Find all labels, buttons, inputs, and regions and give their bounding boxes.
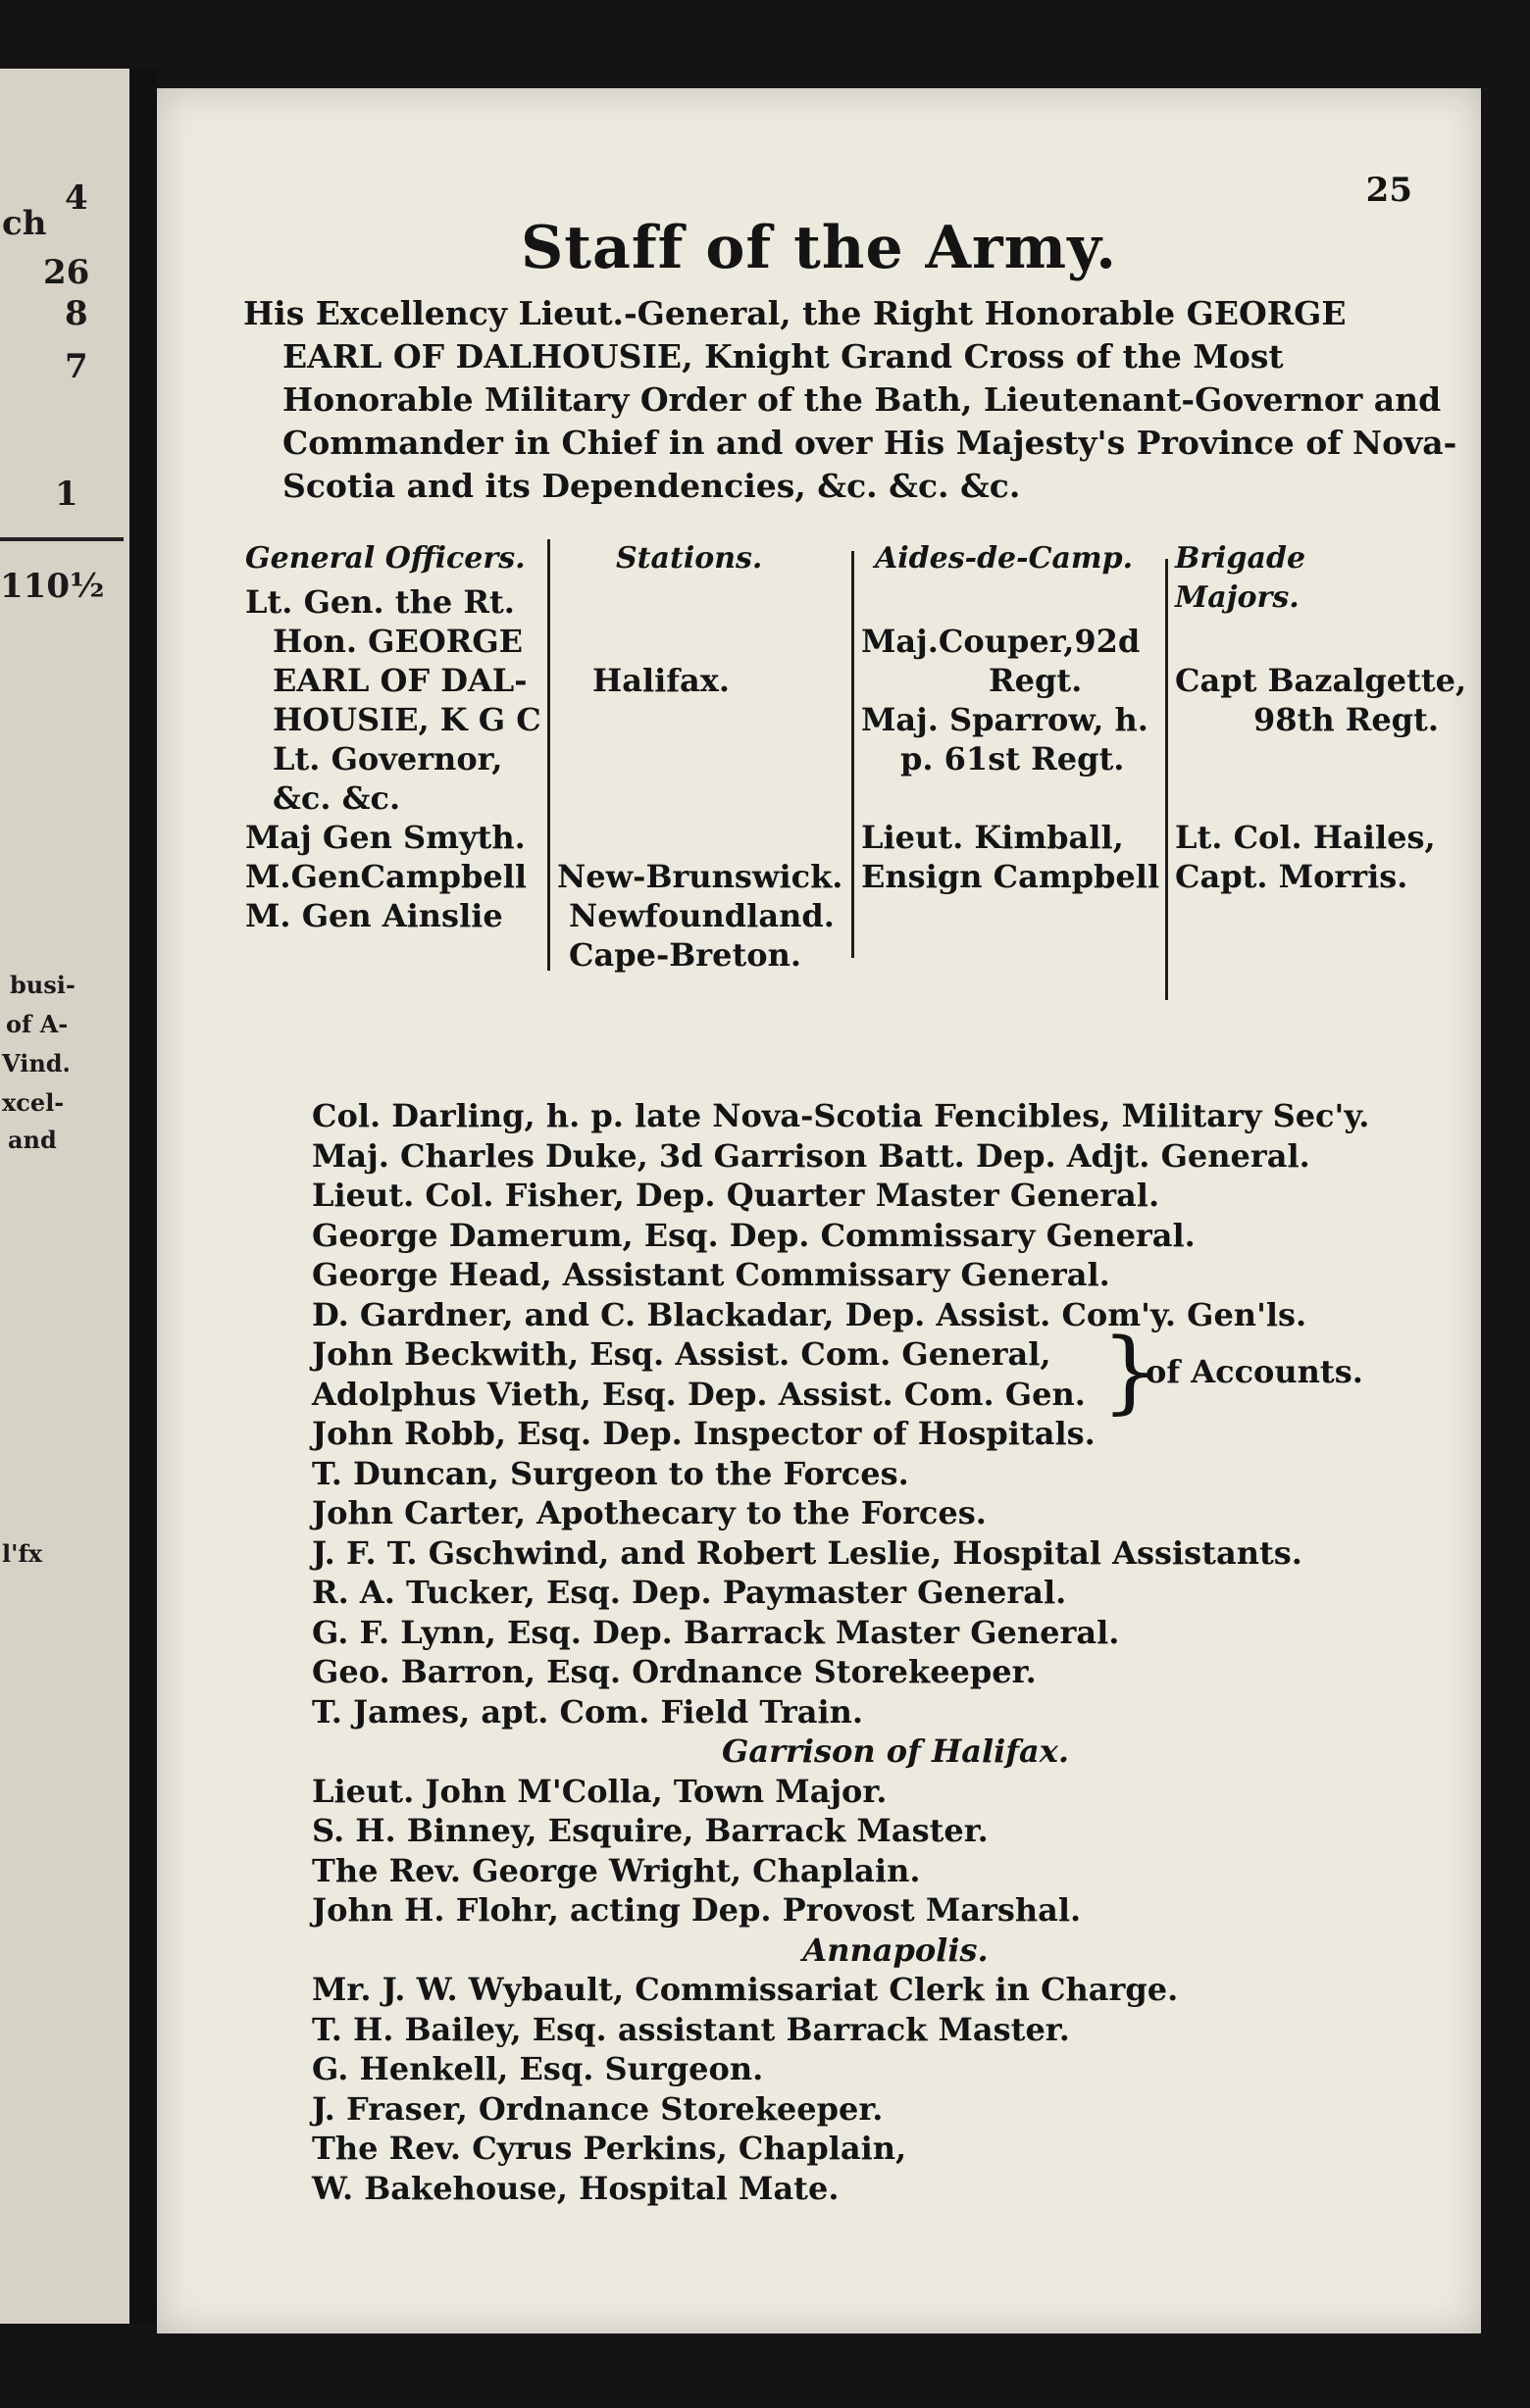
- fragment-text: 1: [55, 475, 78, 514]
- staff-entry: John Robb, Esq. Dep. Inspector of Hospitals.: [312, 1415, 1096, 1452]
- staff-entry: Mr. J. W. Wybault, Commissariat Clerk in Charge.: [312, 1971, 1179, 2008]
- table-cell: Ensign Campbell: [861, 858, 1160, 895]
- officers-table: [245, 539, 1467, 1000]
- column-rule: [547, 539, 550, 971]
- intro-line: Honorable Military Order of the Bath, Lieutenant-Governor and: [282, 380, 1442, 419]
- fragment-text: 8: [65, 294, 88, 333]
- staff-entry: Lieut. John M'Colla, Town Major.: [312, 1772, 888, 1810]
- fragment-text: l'fx: [2, 1539, 43, 1568]
- table-cell: 98th Regt.: [1253, 701, 1439, 738]
- aides-de-camp-column: [861, 539, 1160, 896]
- table-cell: p. 61st Regt.: [900, 740, 1125, 778]
- staff-entry: Maj. Charles Duke, 3d Garrison Batt. Dep. Adjt. General.: [312, 1136, 1310, 1175]
- brace-label: of Accounts.: [1146, 1353, 1363, 1390]
- fragment-text: Vind.: [2, 1049, 71, 1078]
- page-title: Staff of the Army.: [520, 214, 1118, 282]
- table-cell: Capt. Morris.: [1175, 858, 1408, 895]
- column-rule: [851, 551, 854, 958]
- table-cell: Capt Bazalgette,: [1175, 662, 1467, 699]
- fragment-rule: [0, 537, 124, 541]
- column-header: Aides-de-Camp.: [875, 541, 1134, 576]
- intro-line: Scotia and its Dependencies, &c. &c. &c.: [282, 467, 1021, 505]
- intro-paragraph: [243, 292, 1457, 508]
- stations-column: [557, 539, 846, 975]
- staff-entry: J. Fraser, Ordnance Storekeeper.: [312, 2089, 884, 2128]
- brigade-majors-column: [1175, 539, 1467, 896]
- staff-entry: Geo. Barron, Esq. Ordnance Storekeeper.: [312, 1653, 1037, 1690]
- staff-entry: T. James, apt. Com. Field Train.: [312, 1692, 864, 1731]
- staff-entry: T. Duncan, Surgeon to the Forces.: [312, 1454, 909, 1492]
- table-cell: &c. &c.: [273, 779, 401, 817]
- fragment-text: busi-: [10, 971, 76, 999]
- book-gutter: [129, 69, 157, 2324]
- fragment-text: 110½: [0, 567, 105, 606]
- staff-list: [312, 1096, 1440, 2208]
- table-cell: HOUSIE, K G C: [273, 701, 541, 738]
- column-header: General Officers.: [245, 541, 526, 576]
- table-cell: EARL OF DAL-: [273, 662, 528, 699]
- intro-line: His Excellency Lieut.-General, the Right Honorable GEORGE: [243, 294, 1347, 332]
- page-number: 25: [1365, 171, 1412, 210]
- table-cell: Cape-Breton.: [569, 936, 802, 974]
- table-cell: Lt. Col. Hailes,: [1175, 819, 1436, 856]
- staff-entry: S. H. Binney, Esquire, Barrack Master.: [312, 1812, 989, 1849]
- fragment-text: 26: [43, 253, 90, 292]
- intro-line: EARL OF DALHOUSIE, Knight Grand Cross of the Most: [282, 337, 1284, 376]
- staff-entry: T. H. Bailey, Esq. assistant Barrack Master.: [312, 2010, 1070, 2048]
- fragment-text: xcel-: [2, 1088, 65, 1117]
- column-header: Stations.: [616, 541, 763, 576]
- staff-entry: Lieut. Col. Fisher, Dep. Quarter Master General.: [312, 1177, 1160, 1214]
- staff-entry: John Carter, Apothecary to the Forces.: [312, 1494, 987, 1531]
- table-cell: New-Brunswick.: [557, 858, 843, 895]
- table-cell: M. Gen Ainslie: [245, 897, 503, 934]
- table-cell: Lieut. Kimball,: [861, 819, 1124, 856]
- fragment-text: of A-: [6, 1010, 69, 1038]
- staff-entry: J. F. T. Gschwind, and Robert Leslie, Hospital Assistants.: [312, 1533, 1302, 1572]
- section-heading-garrison: Garrison of Halifax.: [722, 1732, 1069, 1770]
- book-page: [157, 88, 1481, 2333]
- fragment-text: 4: [65, 178, 88, 218]
- column-rule: [1165, 559, 1168, 1000]
- adjacent-page-fragment: [0, 69, 129, 2324]
- table-cell: Halifax.: [592, 662, 730, 699]
- staff-entry: John Beckwith, Esq. Assist. Com. General,: [312, 1335, 1051, 1373]
- table-cell: Hon. GEORGE: [273, 623, 524, 660]
- staff-entry: R. A. Tucker, Esq. Dep. Paymaster General.: [312, 1574, 1067, 1611]
- staff-entry: The Rev. George Wright, Chaplain.: [312, 1851, 921, 1889]
- staff-entry: G. Henkell, Esq. Surgeon.: [312, 2050, 764, 2087]
- section-heading-annapolis: Annapolis.: [802, 1931, 989, 1969]
- staff-entry: W. Bakehouse, Hospital Mate.: [312, 2169, 840, 2207]
- staff-entry: G. F. Lynn, Esq. Dep. Barrack Master General.: [312, 1613, 1120, 1651]
- fragment-text: 7: [65, 347, 88, 386]
- braced-entries: [312, 1319, 1440, 1424]
- table-cell: Newfoundland.: [569, 897, 835, 934]
- general-officers-column: [245, 539, 544, 935]
- fragment-text: and: [8, 1126, 57, 1154]
- staff-entry: D. Gardner, and C. Blackadar, Dep. Assist. Com'y. Gen'ls.: [312, 1295, 1307, 1333]
- table-cell: M.GenCampbell: [245, 858, 527, 895]
- table-cell: Lt. Governor,: [273, 740, 503, 778]
- intro-line: Commander in Chief in and over His Majesty's Province of Nova-: [282, 424, 1457, 462]
- table-cell: Maj.Couper,92d: [861, 623, 1141, 660]
- column-header: Brigade Majors.: [1175, 541, 1306, 615]
- staff-entry: The Rev. Cyrus Perkins, Chaplain,: [312, 2130, 907, 2167]
- staff-entry: George Damerum, Esq. Dep. Commissary General.: [312, 1216, 1196, 1254]
- table-cell: Lt. Gen. the Rt.: [245, 583, 515, 621]
- staff-entry: John H. Flohr, acting Dep. Provost Marshal.: [312, 1891, 1082, 1929]
- staff-entry: Adolphus Vieth, Esq. Dep. Assist. Com. Gen.: [312, 1375, 1086, 1413]
- table-cell: Regt.: [989, 662, 1083, 699]
- staff-entry: Col. Darling, h. p. late Nova-Scotia Fencibles, Military Sec'y.: [312, 1097, 1370, 1134]
- fragment-text: ch: [2, 204, 47, 243]
- staff-entry: George Head, Assistant Commissary General.: [312, 1256, 1110, 1293]
- brace-symbol: }: [1101, 1319, 1159, 1424]
- table-cell: Maj. Sparrow, h.: [861, 701, 1148, 738]
- table-cell: Maj Gen Smyth.: [245, 819, 526, 856]
